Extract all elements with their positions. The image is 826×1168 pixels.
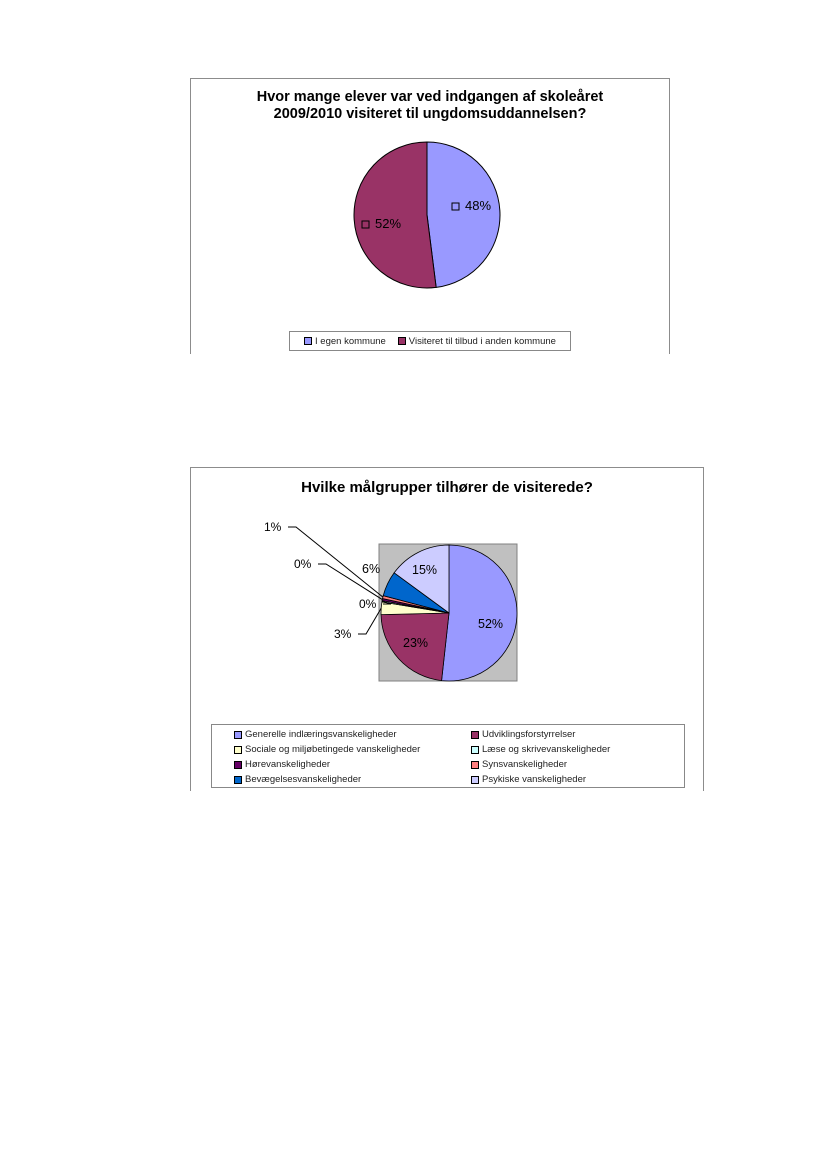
legend-label: I egen kommune: [315, 335, 386, 347]
legend-label: Udviklingsforstyrrelser: [482, 729, 576, 740]
legend-swatch: [234, 731, 242, 739]
data-label: 0%: [359, 597, 377, 611]
leader-line: [358, 608, 381, 634]
chart-visiteret: [190, 78, 670, 354]
chart-legend: [211, 724, 685, 788]
data-label: 15%: [412, 563, 438, 577]
data-label-key: [452, 203, 459, 210]
legend-item: [398, 336, 556, 347]
legend-swatch: [304, 337, 312, 345]
pie-plot: [191, 79, 671, 355]
legend-item: [234, 742, 471, 757]
legend-swatch: [398, 337, 406, 345]
data-label: 1%: [264, 520, 282, 534]
chart-legend: [289, 331, 571, 351]
legend-swatch: [471, 761, 479, 769]
data-label: 23%: [403, 636, 429, 650]
legend-swatch: [234, 761, 242, 769]
legend-label: Hørevanskeligheder: [245, 759, 331, 770]
legend-item: [234, 727, 471, 742]
legend-label: Psykiske vanskeligheder: [482, 774, 587, 785]
legend-swatch: [471, 776, 479, 784]
data-label-key: [362, 221, 369, 228]
chart-title: Hvor mange elever var ved indgangen af skoleåret 2009/2010 visiteret til ungdomsuddannelsen?: [256, 89, 604, 122]
legend-item: [304, 336, 386, 347]
legend-swatch: [471, 746, 479, 754]
legend-label: Generelle indlæringsvanskeligheder: [245, 729, 397, 740]
legend-item: [471, 757, 708, 772]
legend-label: Bevægelsesvanskeligheder: [245, 774, 362, 785]
legend-item: [471, 742, 708, 757]
legend-swatch: [234, 776, 242, 784]
legend-swatch: [234, 746, 242, 754]
legend-swatch: [471, 731, 479, 739]
pie-slice: [427, 142, 500, 287]
legend-item: [471, 727, 708, 742]
data-label: 52%: [375, 216, 402, 231]
pie-slice: [354, 142, 436, 288]
data-label: 3%: [334, 627, 352, 641]
legend-label: Visiteret til tilbud i anden kommune: [408, 335, 556, 347]
data-label: 52%: [478, 617, 504, 631]
data-label: 6%: [362, 562, 381, 576]
legend-item: [471, 772, 708, 787]
chart-title: Hvilke målgrupper tilhører de visiterede?: [301, 479, 593, 496]
data-label: 48%: [465, 198, 492, 213]
legend-item: [234, 772, 471, 787]
legend-label: Synsvanskeligheder: [482, 759, 568, 770]
chart-maalgrupper: [190, 467, 704, 791]
legend-label: Sociale og miljøbetingede vanskeligheder: [245, 744, 421, 755]
legend-label: Læse og skrivevanskeligheder: [482, 744, 611, 755]
data-label: 0%: [294, 557, 312, 571]
legend-item: [234, 757, 471, 772]
